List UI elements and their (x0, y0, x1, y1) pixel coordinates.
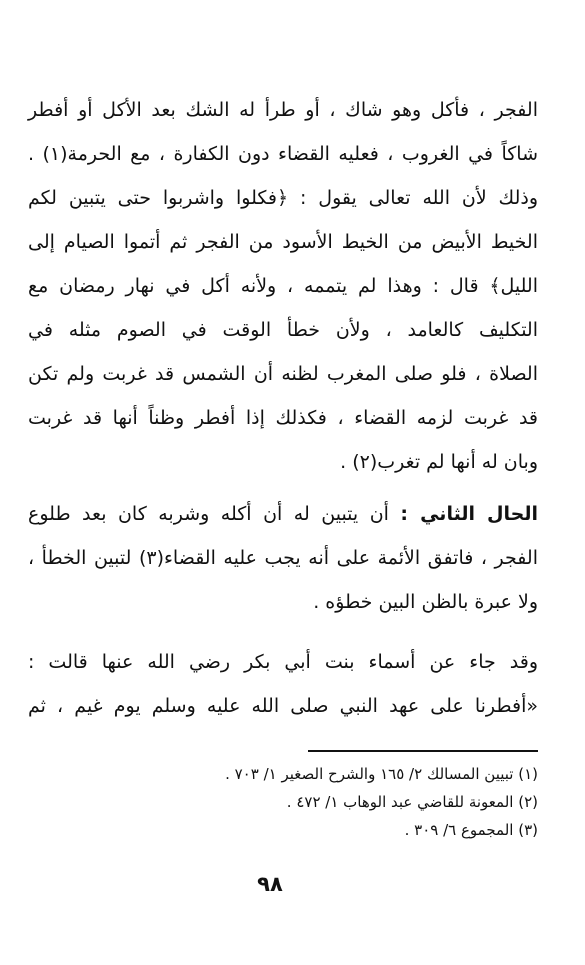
paragraph-3-line-2: «أفطرنا على عهد النبي صلى الله عليه وسلم يوم غيم ، ثم (28, 695, 538, 717)
paragraph-1-line-8: قد غربت لزمه القضاء ، فكذلك إذا أفطر وظناً أنها قد غربت (28, 407, 538, 429)
paragraph-3-line-1: وقد جاء عن أسماء بنت أبي بكر رضي الله عنها قالت : (28, 651, 538, 673)
section-heading: الحال الثاني : (400, 503, 538, 525)
footnotes (150, 760, 538, 844)
footnote-2: (٢) المعونة للقاضي عبد الوهاب ١/ ٤٧٢ . (286, 793, 538, 811)
paragraph-1-line-2: شاكاً في الغروب ، فعليه القضاء دون الكفارة ، مع الحرمة(١) . (28, 143, 538, 165)
paragraph-2-line-1-text: أن يتبين له أن أكله وشربه كان بعد طلوع (28, 503, 389, 525)
paragraph-1-line-3: وذلك لأن الله تعالى يقول : ﴿فكلوا واشربوا حتى يتبين لكم (28, 187, 538, 209)
paragraph-2-line-1 (28, 492, 538, 536)
paragraph-2-line-2: الفجر ، فاتفق الأئمة على أنه يجب عليه القضاء(٣) لتبين الخطأ ، (28, 547, 538, 569)
paragraph-1-line-1: الفجر ، فأكل وهو شاك ، أو طرأ له الشك بعد الأكل أو أفطر (28, 99, 538, 121)
paragraph-2-line-3: ولا عبرة بالظن البين خطؤه . (313, 591, 538, 613)
paragraph-1 (28, 88, 538, 484)
paragraph-3 (28, 640, 538, 728)
paragraph-1-line-6: التكليف كالعامد ، ولأن خطأ الوقت في الصوم مثله في (28, 319, 538, 341)
footnote-3: (٣) المجموع ٦/ ٣٠٩ . (404, 821, 538, 839)
paragraph-2 (28, 492, 538, 624)
paragraph-1-line-4: الخيط الأبيض من الخيط الأسود من الفجر ثم أتموا الصيام إلى (28, 231, 538, 253)
footnote-divider (308, 750, 538, 752)
page-number: ٩٨ (257, 872, 283, 896)
paragraph-1-line-7: الصلاة ، فلو صلى المغرب لظنه أن الشمس قد غربت ولم تكن (28, 363, 538, 385)
paragraph-1-line-9: وبان له أنها لم تغرب(٢) . (340, 451, 538, 473)
paragraph-1-line-5: الليل﴾ قال : وهذا لم يتممه ، ولأنه أكل في نهار رمضان مع (28, 275, 538, 297)
footnote-1: (١) تبيين المسالك ٢/ ١٦٥ والشرح الصغير ١/ ٧٠٣ . (225, 765, 538, 783)
